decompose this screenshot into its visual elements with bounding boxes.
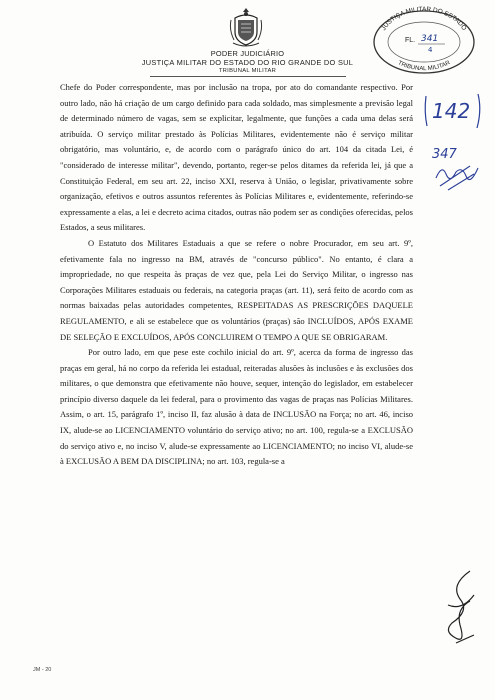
stamp-top-text: JUSTIÇA MILITAR DO ESTADO	[380, 5, 468, 32]
side-number-annotation	[430, 138, 485, 196]
stamp-fl-number: 341	[421, 34, 439, 44]
paragraph-1: Chefe do Poder correspondente, mas por inclusão na tropa, por ato do comandante respectivo. Por outro lado, não há criação de um cargo definido para cada soldado, mas simplesmente a previsão legal de determinado número de vagas, sem se explicitar, legalmente, que funções a cada uma delas será atribuída. O serviço militar prestado às Polícias Militares, evidentemente não é serviço militar obrigatório, mas voluntário, e, de acordo com o parágrafo único do art. 104 da citada Lei, é "considerado de interesse militar", devendo, portanto, reger-se pelos ditames da referida lei, já que a Constituição Federal, em seu art. 22, inciso XXI, reserva à União, o legislar, privativamente sobre organização, efetivos e outros assuntos referentes às Polícias Militares e, evidentemente, referindo-se expressamente a elas, a lei e decreto acima citados, outras não podem ser as condições oferecidas, pelos Estados, a seus militares.	[60, 82, 413, 233]
side-number-text: 347	[432, 147, 457, 162]
header-line-3: TRIBUNAL MILITAR	[218, 68, 277, 74]
coat-of-arms-icon	[229, 6, 263, 48]
paragraph-2: O Estatuto dos Militares Estaduais a que se refere o nobre Procurador, em seu art. 9º, efetivamente fala no ingresso na BM, através de "concurso público". No entanto, é clara a impropriedade, no que respeita às praças de vez que, pela Lei do Serviço Militar, o ingresso nas Corporações Militares estaduais ou federais, na categoria praças (art. 11), será feito de acordo com as normas baixadas pelas autoridades competentes, RESPEITADAS AS PRESCRIÇÕES DAQUELE REGULAMENTO, e ali se estabelece que os voluntários (praças) são INCLUÍDOS, APÓS EXAME DE SELEÇÃO E EXCLUÍDOS, APÓS CONCLUIREM O TEMPO A QUE SE OBRIGARAM.	[60, 237, 413, 342]
handwritten-signature	[440, 565, 480, 650]
stamp-fl-sub: 4	[428, 46, 433, 54]
paragraph-3: Por outro lado, em que pese este cochilo inicial do art. 9º, acerca da forma de ingresso das praças em geral, há no corpo da referida lei estadual, reiteradas alusões às inclusões e às exclusões dos militares, o que demonstra que efetivamente não houve, sequer, intenção do legislador, em estabelecer princípio diverso daquele da lei federal, para o provimento das vagas de praças nas Polícias Militares. Assim, o art. 15, parágrafo 1º, inciso II, faz alusão à data de INCLUSÃO na Força; no art. 46, inciso IX, alude-se ao LICENCIAMENTO voluntário do serviço ativo; no art. 100, regula-se a EXCLUSÃO do serviço ativo e, no inciso V, alude-se expressamente ao LICENCIAMENTO; no inciso VI, alude-se à EXCLUSÃO A BEM DA DISCIPLINA; no art. 103, regula-se a	[60, 347, 413, 467]
court-stamp	[365, 4, 483, 74]
page-number-annotation	[420, 88, 490, 132]
header-divider	[150, 76, 346, 77]
stamp-bottom-text: TRIBUNAL MILITAR	[396, 60, 452, 73]
svg-text:JUSTIÇA MILITAR DO ESTADO	[380, 6, 467, 32]
header-line-1: PODER JUDICIÁRIO	[210, 49, 285, 58]
header-line-2: JUSTIÇA MILITAR DO ESTADO DO RIO GRANDE DO SUL	[141, 58, 354, 67]
footer-code: JM - 20	[33, 667, 52, 673]
document-body	[60, 80, 413, 470]
page-number-text: 142	[432, 99, 471, 123]
stamp-fl-label: FL.	[405, 37, 416, 44]
